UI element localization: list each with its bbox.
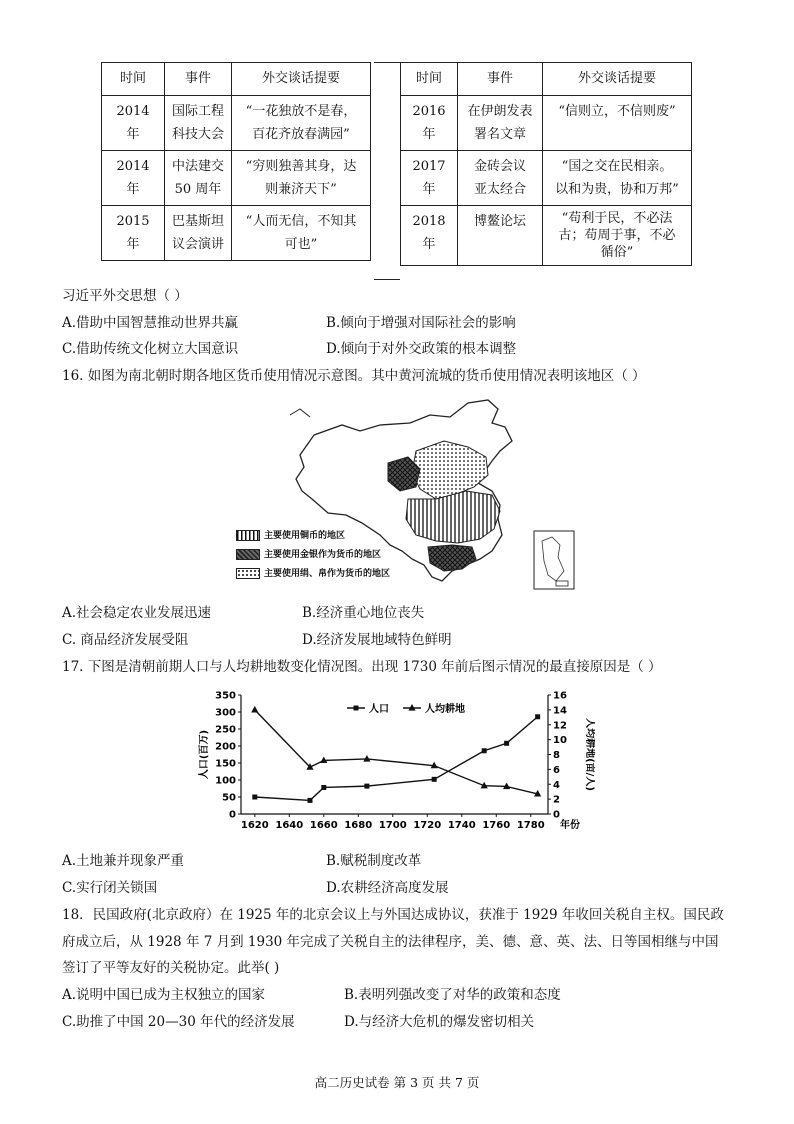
q18-option-c[interactable]: C.助推了中国 20—30 年代的经济发展 bbox=[62, 1014, 295, 1030]
legend-label-land: 人均耕地 bbox=[425, 704, 465, 715]
page-footer: 高二历史试卷 第 3 页 共 7 页 bbox=[314, 1075, 480, 1090]
y-right-tick-label: 12 bbox=[553, 720, 567, 732]
q17-option-a[interactable]: A.土地兼并现象严重 bbox=[62, 853, 185, 869]
cell-time: 2014 年 bbox=[102, 96, 165, 151]
q15-option-c[interactable]: C.借助传统文化树立大国意识 bbox=[62, 341, 239, 357]
y-left-tick-label: 50 bbox=[222, 792, 236, 804]
data-point bbox=[535, 714, 540, 719]
y-left-tick-label: 250 bbox=[215, 724, 236, 736]
cell-time: 2015 年 bbox=[102, 206, 165, 261]
y-left-tick-label: 350 bbox=[215, 690, 236, 702]
cell-event: 国际工程 科技大会 bbox=[165, 96, 232, 151]
q18-option-b[interactable]: B.表明列强改变了对华的政策和态度 bbox=[344, 987, 561, 1003]
data-point bbox=[504, 741, 509, 746]
cell-time: 2018 年 bbox=[401, 206, 458, 266]
population-chart bbox=[195, 686, 595, 836]
table-row bbox=[401, 206, 692, 266]
region-silk bbox=[412, 441, 488, 499]
col-header-event: 事件 bbox=[458, 63, 543, 96]
y-left-tick-label: 200 bbox=[215, 741, 236, 753]
x-tick-label: 1760 bbox=[482, 820, 511, 831]
cell-quote: “国之交在民相亲。 以和为贵，协和万邦” bbox=[543, 151, 692, 206]
q17-option-d[interactable]: D.农耕经济高度发展 bbox=[326, 880, 449, 896]
table-row bbox=[102, 151, 371, 206]
x-tick-label: 1720 bbox=[413, 820, 442, 831]
table-row bbox=[401, 151, 692, 206]
y-left-tick-label: 300 bbox=[215, 707, 236, 719]
x-tick-label: 1740 bbox=[447, 820, 476, 831]
q18-text-line-2: 府成立后，从 1928 年 7 月到 1930 年完成了关税自主的法律程序，美、德、意、英、法、日等国相继与中国 bbox=[62, 934, 719, 950]
q16-option-d[interactable]: D.经济发展地域特色鲜明 bbox=[302, 632, 452, 648]
cell-quote: “一花独放不是春， 百花齐放春满园” bbox=[232, 96, 371, 151]
y-right-tick-label: 16 bbox=[553, 690, 567, 702]
cell-event: 中法建交 50 周年 bbox=[165, 151, 232, 206]
data-point bbox=[432, 777, 437, 782]
x-tick-label: 1620 bbox=[240, 820, 269, 831]
q18-option-a[interactable]: A.说明中国已成为主权独立的国家 bbox=[62, 987, 266, 1003]
y-left-tick-label: 100 bbox=[215, 775, 236, 787]
q18-text-line-1: 18．民国政府(北京政府）在 1925 年的北京会议上与外国达成协议，获准于 1929 年收回关税自主权。国民政 bbox=[62, 907, 724, 923]
q18-option-d[interactable]: D.与经济大危机的爆发密切相关 bbox=[344, 1014, 535, 1030]
cell-time: 2017 年 bbox=[401, 151, 458, 206]
y-right-tick-label: 8 bbox=[553, 750, 560, 761]
diplomacy-table-left bbox=[101, 62, 371, 261]
legend-marker-land bbox=[408, 704, 415, 711]
x-tick-label: 1640 bbox=[275, 820, 304, 831]
cell-event: 在伊朗发表 署名文章 bbox=[458, 96, 543, 151]
y-left-tick-label: 0 bbox=[229, 809, 236, 821]
col-header-time: 时间 bbox=[401, 63, 458, 96]
x-tick-label: 1700 bbox=[378, 820, 407, 831]
cell-event: 金砖会议 亚太经合 bbox=[458, 151, 543, 206]
data-point bbox=[251, 706, 258, 713]
y-right-tick-label: 2 bbox=[553, 794, 560, 806]
series-line-1 bbox=[255, 717, 538, 801]
table-row bbox=[102, 96, 371, 151]
x-tick-label: 1680 bbox=[344, 820, 373, 831]
q17-stem: 17. 下图是清朝前期人口与人均耕地数变化情况图。出现 1730 年前后图示情况的最直接原因是（ ） bbox=[62, 659, 662, 675]
cell-quote: “信则立，不信则废” bbox=[543, 96, 692, 151]
data-point bbox=[482, 748, 487, 753]
region-copper bbox=[406, 491, 500, 543]
q17-option-b[interactable]: B.赋税制度改革 bbox=[326, 853, 422, 869]
y-left-tick-label: 150 bbox=[215, 758, 236, 770]
table-gap-column bbox=[374, 62, 400, 280]
data-point bbox=[321, 785, 326, 790]
q16-option-c[interactable]: C. 商品经济发展受阻 bbox=[62, 632, 189, 648]
data-point bbox=[252, 795, 257, 800]
col-header-time: 时间 bbox=[102, 63, 165, 96]
cell-event: 巴基斯坦 议会演讲 bbox=[165, 206, 232, 261]
y-right-tick-label: 0 bbox=[553, 809, 560, 821]
cell-quote: “苟利于民，不必法 古；苟周于事，不必 循俗” bbox=[543, 206, 692, 266]
table-row bbox=[102, 206, 371, 261]
x-tick-label: 1660 bbox=[309, 820, 338, 831]
cell-time: 2016 年 bbox=[401, 96, 458, 151]
q15-option-d[interactable]: D.倾向于对外交政策的根本调整 bbox=[326, 341, 517, 357]
y-right-tick-label: 4 bbox=[553, 779, 560, 791]
data-point bbox=[363, 755, 370, 762]
legend-marker-population bbox=[354, 706, 359, 711]
y-right-tick-label: 10 bbox=[553, 735, 567, 747]
q17-option-c[interactable]: C.实行闭关锁国 bbox=[62, 880, 158, 896]
cell-quote: “人而无信，不知其 可也” bbox=[232, 206, 371, 261]
south-sea-inset bbox=[534, 531, 574, 589]
x-axis-label: 年份 bbox=[560, 820, 580, 831]
cell-event: 博鳌论坛 bbox=[458, 206, 543, 266]
q15-option-b[interactable]: B.倾向于增强对国际社会的影响 bbox=[326, 315, 516, 331]
col-header-quote: 外交谈话提要 bbox=[543, 63, 692, 96]
cell-time: 2014 年 bbox=[102, 151, 165, 206]
q18-text-line-3: 签订了平等友好的关税协定。此举( ) bbox=[62, 960, 280, 976]
cell-quote: “穷则独善其身，达 则兼济天下” bbox=[232, 151, 371, 206]
y-right-tick-label: 6 bbox=[553, 764, 560, 776]
q16-stem: 16. 如图为南北朝时期各地区货币使用情况示意图。其中黄河流城的货币使用情况表明该地区（ ） bbox=[62, 368, 646, 384]
table-row bbox=[401, 96, 692, 151]
legend-label-population: 人口 bbox=[369, 704, 389, 715]
region-gold-south bbox=[428, 545, 476, 571]
q16-option-a[interactable]: A.社会稳定农业发展迅速 bbox=[62, 605, 212, 621]
y-axis-left-label: 人口(百万) bbox=[199, 729, 210, 780]
data-point bbox=[307, 798, 312, 803]
legend-gold-silver: 主要使用金银作为货币的地区 bbox=[236, 547, 381, 560]
series-line-2 bbox=[255, 710, 538, 794]
q15-stem: 习近平外交思想（ ） bbox=[62, 288, 188, 304]
q16-option-b[interactable]: B.经济重心地位丧失 bbox=[302, 605, 425, 621]
legend-copper: 主要使用铜币的地区 bbox=[236, 528, 345, 541]
col-header-event: 事件 bbox=[165, 63, 232, 96]
x-tick-label: 1780 bbox=[516, 820, 545, 831]
legend-silk: 主要使用绢、帛作为货币的地区 bbox=[236, 566, 390, 579]
q15-option-a[interactable]: A.借助中国智慧推动世界共赢 bbox=[62, 315, 239, 331]
y-right-tick-label: 14 bbox=[553, 705, 567, 717]
col-header-quote: 外交谈话提要 bbox=[232, 63, 371, 96]
diplomacy-table-right bbox=[400, 62, 692, 266]
data-point bbox=[364, 784, 369, 789]
y-axis-right-label: 人均耕地(亩/人) bbox=[584, 718, 595, 791]
